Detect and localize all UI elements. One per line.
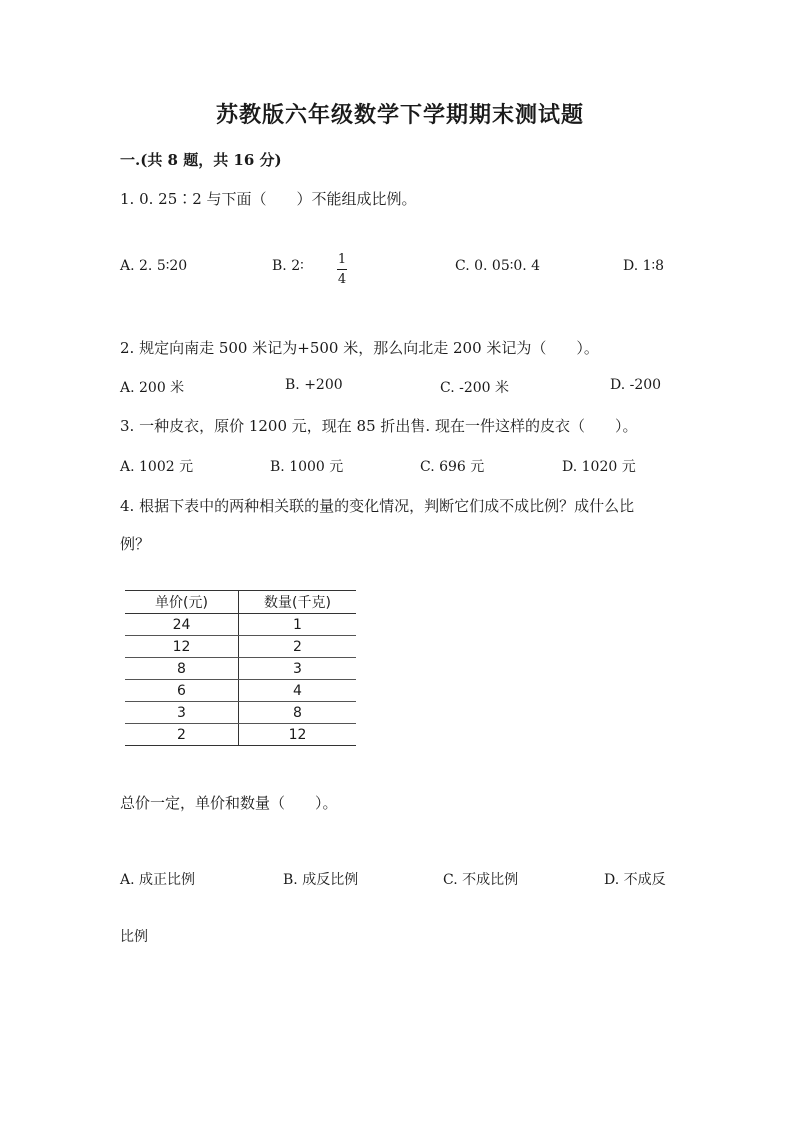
question-1-option-c: C. 0. 05∶0. 4 xyxy=(455,258,541,274)
table-cell-quantity: 2 xyxy=(239,636,357,658)
question-3-stem: 3. 一种皮衣，原价 1200 元，现在 85 折出售. 现在一件这样的皮衣（ ）。 xyxy=(120,417,638,435)
table-cell-quantity: 12 xyxy=(239,724,357,746)
table-row xyxy=(125,614,356,636)
table-cell-unit-price: 8 xyxy=(125,658,239,680)
question-4-stem-line-1: 4. 根据下表中的两种相关联的量的变化情况，判断它们成不成比例？成什么比 xyxy=(120,497,635,515)
question-2-option-a: A. 200 米 xyxy=(120,380,185,396)
fraction-denominator: 4 xyxy=(337,272,347,287)
question-2-option-c: C. -200 米 xyxy=(440,380,510,396)
fraction-bar xyxy=(337,269,347,270)
table-header-quantity: 数量(千克) xyxy=(239,591,357,614)
question-1-option-d: D. 1∶8 xyxy=(623,258,665,274)
question-4-option-d-continuation: 比例 xyxy=(120,929,148,945)
question-1-option-a: A. 2. 5∶20 xyxy=(120,258,188,274)
question-3-option-d: D. 1020 元 xyxy=(562,459,636,475)
table-row xyxy=(125,724,356,746)
fraction-numerator: 1 xyxy=(337,252,347,267)
question-4-option-c: C. 不成比例 xyxy=(443,872,519,888)
question-2-option-d: D. -200 xyxy=(610,377,662,393)
table-cell-quantity: 4 xyxy=(239,680,357,702)
table-cell-quantity: 3 xyxy=(239,658,357,680)
question-1-option-b-prefix: B. 2∶ xyxy=(272,258,304,274)
question-3-option-a: A. 1002 元 xyxy=(120,459,194,475)
question-4-stem-line-2: 例？ xyxy=(120,535,151,553)
question-4-option-a: A. 成正比例 xyxy=(120,872,196,888)
table-row xyxy=(125,636,356,658)
question-2-option-b: B. +200 xyxy=(285,377,343,393)
question-4-prompt: 总价一定，单价和数量（ ）。 xyxy=(120,794,338,812)
table-header-unit-price: 单价(元) xyxy=(125,591,239,614)
question-1-option-b xyxy=(272,258,304,274)
table-cell-unit-price: 3 xyxy=(125,702,239,724)
table-cell-unit-price: 2 xyxy=(125,724,239,746)
question-4-option-b: B. 成反比例 xyxy=(283,872,359,888)
question-2-stem: 2. 规定向南走 500 米记为+500 米，那么向北走 200 米记为（ ）。 xyxy=(120,339,599,357)
question-1-stem: 1. 0. 25∶2 与下面（ ）不能组成比例。 xyxy=(120,190,417,208)
question-4-option-d: D. 不成反 xyxy=(604,872,666,888)
table-row xyxy=(125,702,356,724)
table-cell-unit-price: 24 xyxy=(125,614,239,636)
table-cell-quantity: 1 xyxy=(239,614,357,636)
question-3-option-c: C. 696 元 xyxy=(420,459,485,475)
table-cell-unit-price: 12 xyxy=(125,636,239,658)
table-row xyxy=(125,680,356,702)
table-row xyxy=(125,658,356,680)
section-header: 一.(共 8 题，共 16 分) xyxy=(120,151,282,169)
question-3-option-b: B. 1000 元 xyxy=(270,459,344,475)
fraction-one-quarter xyxy=(337,252,347,287)
table-cell-unit-price: 6 xyxy=(125,680,239,702)
table-cell-quantity: 8 xyxy=(239,702,357,724)
price-quantity-table xyxy=(125,590,356,746)
page-title: 苏教版六年级数学下学期期末测试题 xyxy=(215,102,584,128)
table-header-row xyxy=(125,591,356,614)
